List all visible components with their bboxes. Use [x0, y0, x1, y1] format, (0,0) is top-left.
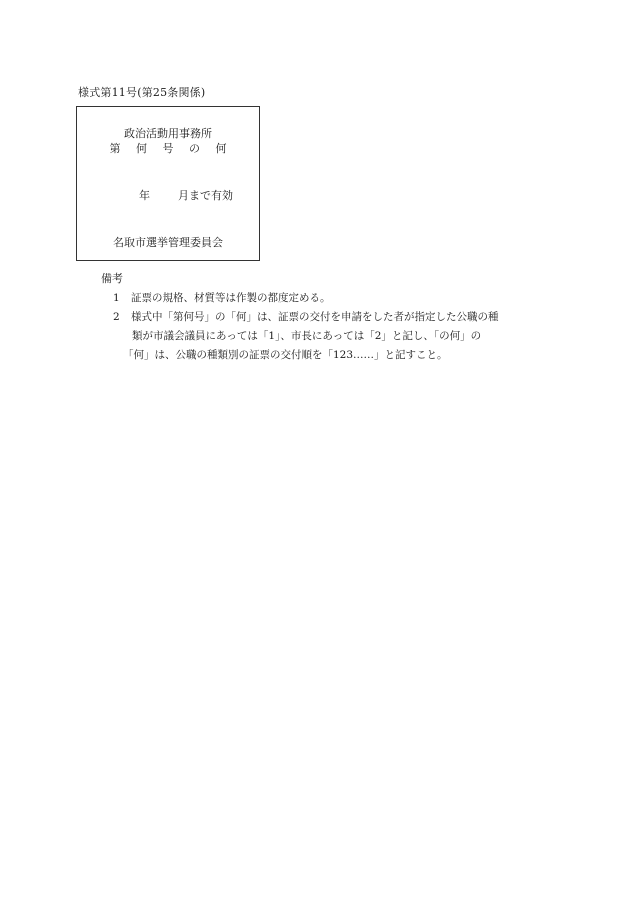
remark-item-2-continued: 類が市議会議員にあっては「1」、市長にあっては「2」と記し、「の何」の	[132, 330, 482, 342]
number-part: 号	[162, 142, 174, 155]
remarks-heading: 備考	[101, 272, 123, 285]
issuer-name: 名取市選挙管理委員会	[113, 236, 223, 249]
remark-item-1	[113, 290, 331, 305]
validity-line	[77, 187, 259, 203]
form-title: 様式第11号(第25条関係)	[78, 86, 206, 99]
office-label: 政治活動用事務所	[124, 127, 212, 140]
remark-number: 1	[113, 292, 120, 304]
certificate-number	[77, 140, 259, 156]
number-part: 何	[215, 142, 227, 155]
number-part: の	[189, 142, 200, 155]
number-part: 第	[109, 142, 121, 155]
number-part: 何	[136, 142, 147, 155]
validity-year: 年	[139, 189, 150, 202]
validity-month: 月まで有効	[178, 189, 233, 202]
remark-number: 2	[113, 311, 120, 323]
remark-text: 様式中「第何号」の「何」は、証票の交付を申請をした者が指定した公職の種	[131, 311, 499, 323]
certificate-badge	[76, 106, 260, 261]
remark-item-2-continued: 「何」は、公職の種類別の証票の交付順を「123……」と記すこと。	[123, 349, 448, 361]
remark-text: 証票の規格、材質等は作製の都度定める。	[131, 292, 331, 304]
remark-item-2	[113, 309, 499, 324]
